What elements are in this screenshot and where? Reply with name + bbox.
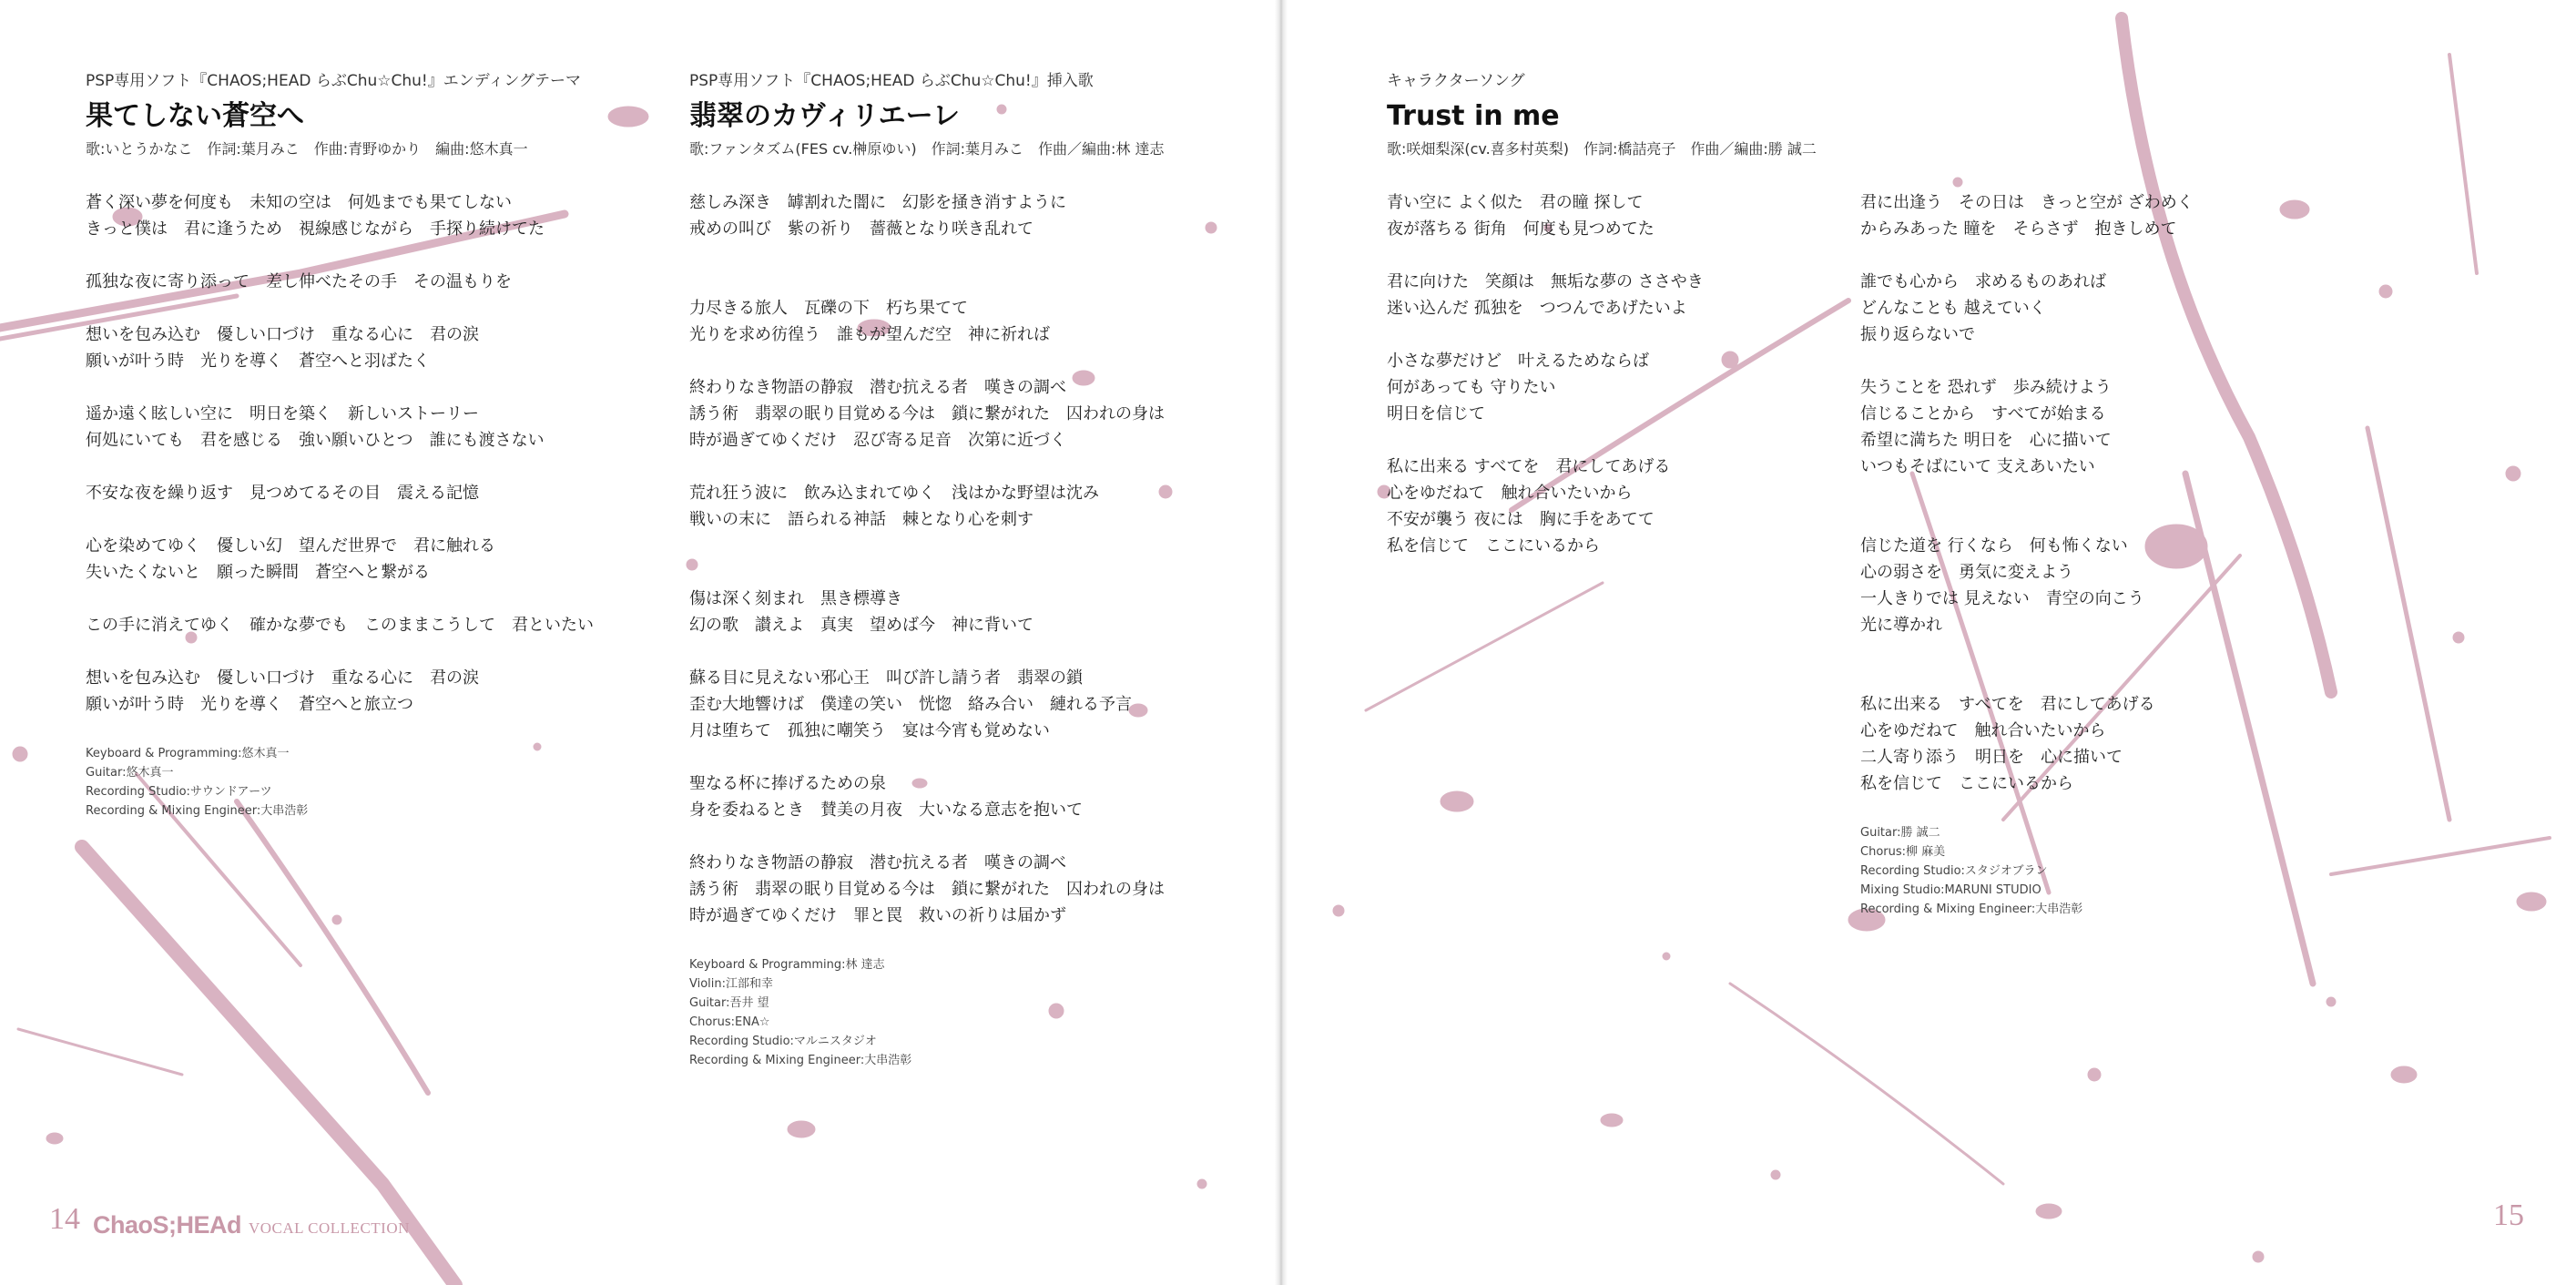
lyric-line: 私を信じて ここにいるから <box>1387 536 1600 556</box>
lyric-line: いつもそばにいて 支えあいたい <box>1860 457 2095 476</box>
lyric-line: 孤独な夜に寄り添って 差し伸べたその手 その温もりを <box>86 272 512 291</box>
lyric-line: 荒れ狂う波に 飲み込まれてゆく 浅はかな野望は沈み <box>689 484 1099 503</box>
lyric-line: 光りを求め彷徨う 誰もが望んだ空 神に祈れば <box>689 325 1050 344</box>
lyric-stanza <box>689 295 1165 348</box>
lyric-line: 君に出逢う その日は きっと空が ざわめく <box>1860 193 2194 212</box>
lyric-line: 信じることから すべてが始まる <box>1860 404 2106 423</box>
lyric-stanza <box>86 612 594 638</box>
lyric-line: 失いたくないと 願った瞬間 蒼空へと繋がる <box>86 563 430 582</box>
lyric-line: 私に出来る すべてを 君にしてあげる <box>1860 695 2155 714</box>
lyric-line: 明日を信じて <box>1387 404 1485 423</box>
lyric-line: 時が過ぎてゆくだけ 罪と罠 救いの祈りは届かず <box>689 906 1066 925</box>
staff-line: Recording & Mixing Engineer:大串浩彰 <box>86 804 309 818</box>
lyric-line: 私に出来る すべてを 君にしてあげる <box>1387 457 1671 476</box>
staff-line: Guitar:勝 誠二 <box>1860 826 1940 840</box>
lyric-stanza <box>1860 691 2194 797</box>
staff-line: Chorus:ENA☆ <box>689 1015 770 1029</box>
lyric-line: 終わりなき物語の静寂 潜む抗える者 嘆きの調べ <box>689 378 1066 397</box>
song-2-credits: 歌:ファンタズム(FES cv.榊原ゆい) 作詞:葉月みこ 作曲／編曲:林 達志 <box>689 140 1165 158</box>
lyric-line: 何処にいても 君を感じる 強い願いひとつ 誰にも渡さない <box>86 431 545 450</box>
staff-line: Keyboard & Programming:林 達志 <box>689 958 885 972</box>
lyric-stanza <box>86 480 594 506</box>
lyric-line: 戦いの末に 語られる神話 棘となり心を刺す <box>689 510 1033 529</box>
song-1-staff-credits <box>86 744 594 821</box>
lyric-line: 希望に満ちた 明日を 心に描いて <box>1860 431 2112 450</box>
lyric-stanza <box>86 401 594 454</box>
lyric-line: 蒼く深い夢を何度も 未知の空は 何処までも果てしない <box>86 193 512 212</box>
lyric-line: 小さな夢だけど 叶えるためならば <box>1387 352 1649 371</box>
lyric-line: 君に向けた 笑顔は 無垢な夢の ささやき <box>1387 272 1704 291</box>
book-spine <box>1275 0 1288 1285</box>
song-1-subtitle: PSP専用ソフト『CHAOS;HEAD らぶChu☆Chu!』エンディングテーマ <box>86 72 582 90</box>
lyric-line: 心の弱さを 勇気に変えよう <box>1860 563 2073 582</box>
song-2-subtitle: PSP専用ソフト『CHAOS;HEAD らぶChu☆Chu!』挿入歌 <box>689 72 1094 90</box>
staff-line: Mixing Studio:MARUNI STUDIO <box>1860 883 2041 897</box>
lyric-line: 遥か遠く眩しい空に 明日を築く 新しいストーリー <box>86 404 479 423</box>
lyric-line: 想いを包み込む 優しい口づけ 重なる心に 君の涙 <box>86 325 479 344</box>
lyric-line: どんなことも 越えていく <box>1860 299 2046 318</box>
page-number-right: 15 <box>2493 1198 2524 1232</box>
staff-line: Violin:江部和幸 <box>689 977 774 991</box>
lyric-line: 慈しみ深き 罅割れた闇に 幻影を掻き消すように <box>689 193 1066 212</box>
lyric-stanza <box>689 586 1165 638</box>
lyric-line: 不安な夜を繰り返す 見つめてるその目 震える記憶 <box>86 484 479 503</box>
lyric-stanza <box>689 189 1165 242</box>
lyric-stanza <box>1860 374 2194 480</box>
lyric-stanza <box>1387 454 1817 559</box>
lyric-stanza <box>86 269 594 295</box>
staff-line: Recording Studio:スタジオブラン <box>1860 864 2048 878</box>
lyric-line: 傷は深く刻まれ 黒き標導き <box>689 589 902 608</box>
lyric-line: 失うことを 恐れず 歩み続けよう <box>1860 378 2112 397</box>
lyric-line: きっと僕は 君に逢うため 視線感じながら 手探り続けてた <box>86 219 545 239</box>
staff-line: Recording & Mixing Engineer:大串浩彰 <box>689 1054 912 1067</box>
lyric-stanza <box>1860 269 2194 348</box>
lyric-stanza <box>689 850 1165 929</box>
lyric-line: 歪む大地響けば 僕達の笑い 恍惚 絡み合い 縺れる予言 <box>689 695 1132 714</box>
staff-line: Guitar:悠木真一 <box>86 766 174 780</box>
staff-line: Recording Studio:マルニスタジオ <box>689 1035 877 1048</box>
staff-line: Chorus:柳 麻美 <box>1860 845 1946 859</box>
lyric-line: 願いが叶う時 光りを導く 蒼空へと旅立つ <box>86 695 413 714</box>
song-1-credits: 歌:いとうかなこ 作詞:葉月みこ 作曲:青野ゆかり 編曲:悠木真一 <box>86 140 528 158</box>
lyric-line: 迷い込んだ 孤独を つつんであげたいよ <box>1387 299 1687 318</box>
lyric-line: 終わりなき物語の静寂 潜む抗える者 嘆きの調べ <box>689 853 1066 872</box>
lyric-line: 信じた道を 行くなら 何も怖くない <box>1860 536 2128 556</box>
lyric-line: 一人きりでは 見えない 青空の向こう <box>1860 589 2144 608</box>
lyric-line: 幻の歌 讃えよ 真実 望めば今 神に背いて <box>689 616 1033 635</box>
lyric-line: 私を信じて ここにいるから <box>1860 774 2073 793</box>
footer-logo-block <box>93 1211 410 1239</box>
lyric-stanza <box>86 533 594 586</box>
lyric-line: 誰でも心から 求めるものあれば <box>1860 272 2106 291</box>
page-number-left: 14 <box>49 1202 80 1236</box>
lyric-stanza <box>86 665 594 718</box>
lyric-stanza <box>1387 348 1817 427</box>
song-3-lyrics-right <box>1860 189 2194 919</box>
lyric-line: 願いが叶う時 光りを導く 蒼空へと羽ばたく <box>86 352 430 371</box>
lyric-stanza <box>689 374 1165 454</box>
lyric-line: 不安が襲う 夜には 胸に手をあてて <box>1387 510 1655 529</box>
lyric-stanza <box>1860 189 2194 242</box>
song-3-title: Trust in me <box>1387 100 1560 132</box>
lyric-line: 夜が落ちる 街角 何度も見つめてた <box>1387 219 1655 239</box>
chaos-head-logo: ChaoS;HEAd <box>93 1211 241 1239</box>
lyric-line: 聖なる杯に捧げるための泉 <box>689 774 886 793</box>
lyric-stanza <box>689 665 1165 744</box>
lyric-line: 誘う術 翡翠の眠り目覚める今は 鎖に繋がれた 囚われの身は <box>689 404 1165 423</box>
lyric-line: 想いを包み込む 優しい口づけ 重なる心に 君の涙 <box>86 668 479 688</box>
song-3-staff-credits <box>1860 823 2194 919</box>
song-2-lyrics <box>689 189 1165 929</box>
footer-collection-text: VOCAL COLLECTION <box>249 1219 410 1237</box>
song-2-block <box>689 71 1165 1070</box>
lyric-line: 青い空に よく似た 君の瞳 探して <box>1387 193 1644 212</box>
lyric-stanza <box>86 321 594 374</box>
lyric-line: 心をゆだねて 触れ合いたいから <box>1387 484 1633 503</box>
lyric-stanza <box>1860 533 2194 638</box>
song-2-staff-credits <box>689 955 1165 1070</box>
song-3-block <box>1387 71 1817 586</box>
staff-line: Keyboard & Programming:悠木真一 <box>86 747 290 760</box>
lyric-line: からみあった 瞳を そらさず 抱きしめて <box>1860 219 2177 239</box>
song-3-subtitle: キャラクターソング <box>1387 72 1525 90</box>
lyric-line: この手に消えてゆく 確かな夢でも このままこうして 君といたい <box>86 616 594 635</box>
lyric-line: 身を委ねるとき 賛美の月夜 大いなる意志を抱いて <box>689 801 1083 820</box>
lyric-line: 蘇る目に見えない邪心王 叫び許し請う者 翡翠の鎖 <box>689 668 1083 688</box>
lyric-stanza <box>1387 269 1817 321</box>
staff-line: Recording & Mixing Engineer:大串浩彰 <box>1860 903 2083 916</box>
lyric-line: 月は堕ちて 孤独に嘲笑う 宴は今宵も覚めない <box>689 721 1050 740</box>
song-2-title: 翡翠のカヴィリエーレ <box>689 100 960 132</box>
lyric-stanza <box>689 770 1165 823</box>
lyric-stanza <box>86 189 594 242</box>
lyric-line: 何があっても 守りたい <box>1387 378 1556 397</box>
lyric-line: 力尽きる旅人 瓦礫の下 朽ち果てて <box>689 299 968 318</box>
song-1-lyrics <box>86 189 594 718</box>
song-3-lyrics-left <box>1387 189 1817 559</box>
lyric-line: 時が過ぎてゆくだけ 忍び寄る足音 次第に近づく <box>689 431 1066 450</box>
lyric-line: 振り返らないで <box>1860 325 1975 344</box>
song-3-credits: 歌:咲畑梨深(cv.喜多村英梨) 作詞:橋詰亮子 作曲／編曲:勝 誠二 <box>1387 140 1817 158</box>
lyric-stanza <box>689 480 1165 533</box>
song-1-title: 果てしない蒼空へ <box>86 100 304 132</box>
staff-line: Recording Studio:サウンドアーツ <box>86 785 272 799</box>
lyric-line: 戒めの叫び 紫の祈り 薔薇となり咲き乱れて <box>689 219 1033 239</box>
song-1-block <box>86 71 594 821</box>
lyric-line: 光に導かれ <box>1860 616 1942 635</box>
lyric-stanza <box>1387 189 1817 242</box>
lyric-line: 心をゆだねて 触れ合いたいから <box>1860 721 2106 740</box>
lyric-line: 誘う術 翡翠の眠り目覚める今は 鎖に繋がれた 囚われの身は <box>689 880 1165 899</box>
staff-line: Guitar:吾井 望 <box>689 996 769 1010</box>
lyric-line: 二人寄り添う 明日を 心に描いて <box>1860 748 2123 767</box>
lyric-line: 心を染めてゆく 優しい幻 望んだ世界で 君に触れる <box>86 536 495 556</box>
